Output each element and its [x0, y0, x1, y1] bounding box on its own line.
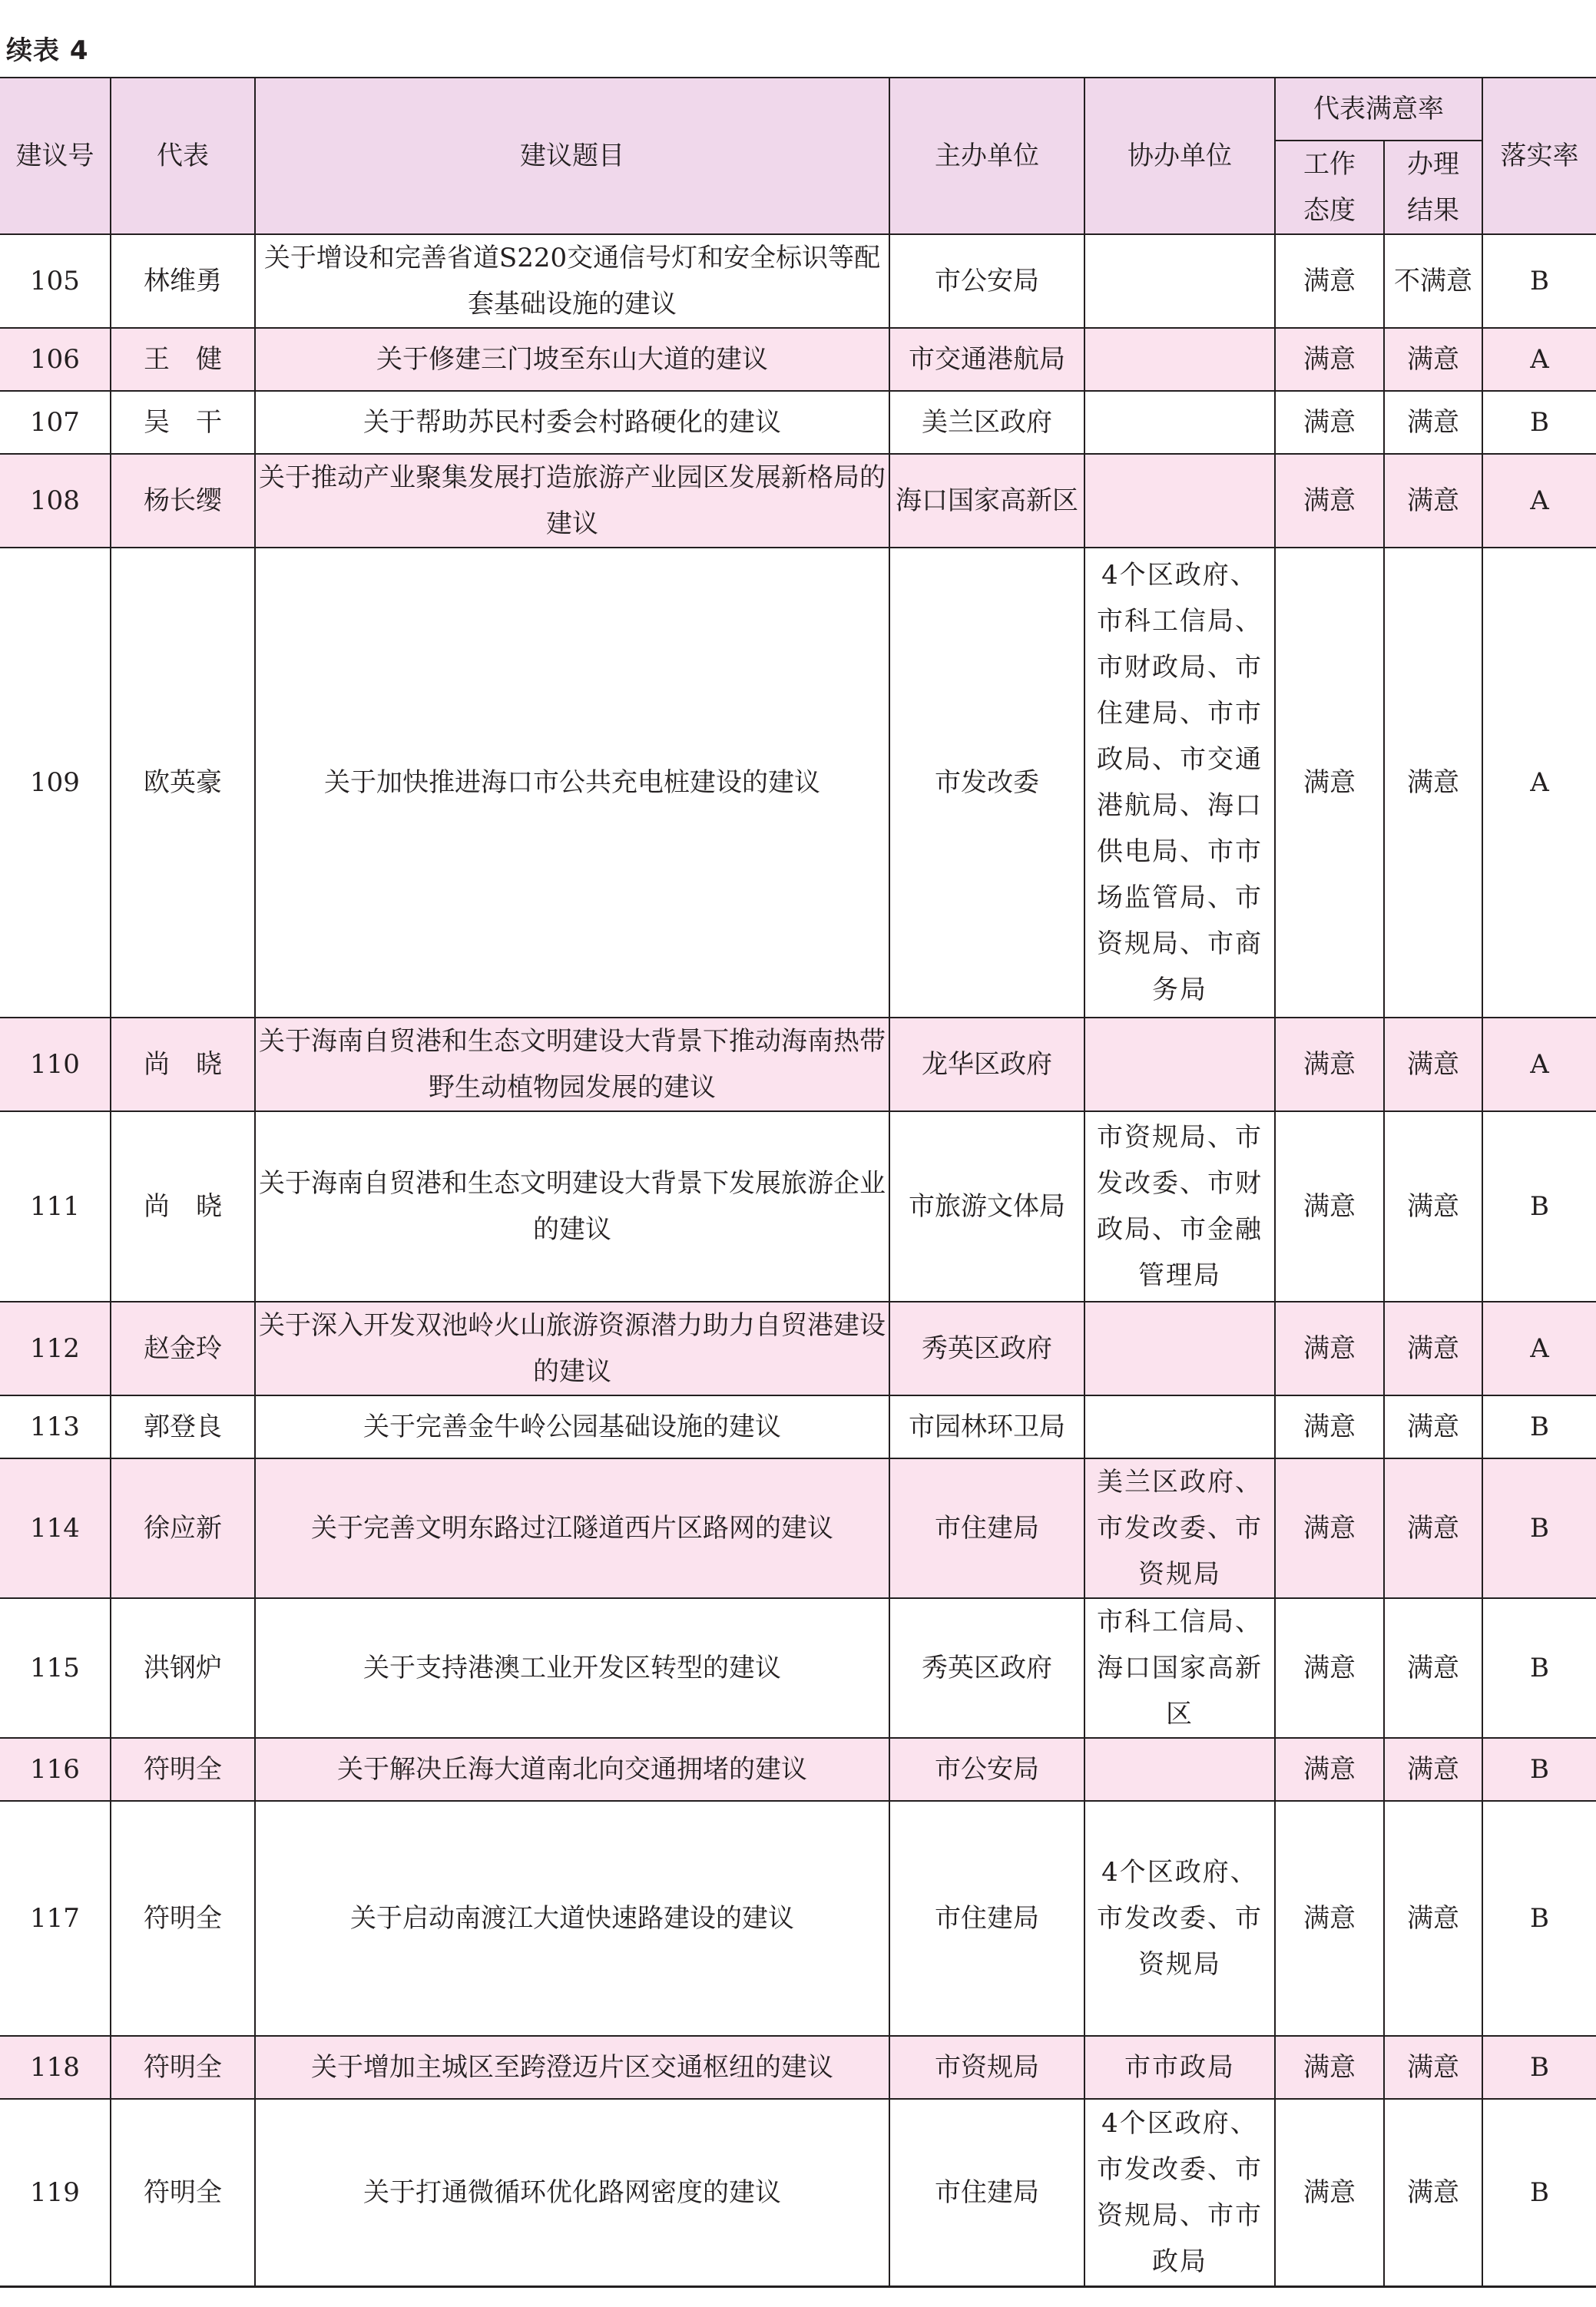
cell-rep: 符明全: [111, 1738, 255, 1801]
cell-result: 满意: [1384, 2099, 1482, 2286]
cell-cohost: 市市政局: [1084, 2036, 1275, 2099]
cell-no: 117: [0, 1801, 111, 2036]
cell-result: 满意: [1384, 454, 1482, 548]
cell-topic: 关于完善文明东路过江隧道西片区路网的建议: [255, 1458, 889, 1598]
cell-topic: 关于打通微循环优化路网密度的建议: [255, 2099, 889, 2286]
header-satisfaction: 代表满意率: [1275, 78, 1482, 141]
table-row: [0, 1302, 1596, 1395]
cell-implement-rate: B: [1482, 234, 1596, 328]
cell-rep: 赵金玲: [111, 1302, 255, 1395]
cell-result: 满意: [1384, 1801, 1482, 2036]
cell-result: 满意: [1384, 328, 1482, 391]
cell-attitude: 满意: [1275, 2099, 1384, 2286]
cell-implement-rate: A: [1482, 548, 1596, 1018]
cell-attitude: 满意: [1275, 1801, 1384, 2036]
cell-topic: 关于推动产业聚集发展打造旅游产业园区发展新格局的建议: [255, 454, 889, 548]
cell-topic: 关于启动南渡江大道快速路建设的建议: [255, 1801, 889, 2036]
cell-host: 秀英区政府: [889, 1598, 1084, 1738]
cell-host: 海口国家高新区: [889, 454, 1084, 548]
cell-attitude: 满意: [1275, 1598, 1384, 1738]
cell-implement-rate: A: [1482, 328, 1596, 391]
cell-rep: 徐应新: [111, 1458, 255, 1598]
cell-rep: 尚 晓: [111, 1018, 255, 1111]
cell-host: 市住建局: [889, 2099, 1084, 2286]
cell-topic: 关于修建三门坡至东山大道的建议: [255, 328, 889, 391]
cell-implement-rate: B: [1482, 1738, 1596, 1801]
cell-result: 满意: [1384, 1598, 1482, 1738]
cell-attitude: 满意: [1275, 328, 1384, 391]
cell-implement-rate: B: [1482, 1395, 1596, 1458]
cell-rep: 欧英豪: [111, 548, 255, 1018]
cell-cohost: [1084, 1018, 1275, 1111]
table-row: [0, 328, 1596, 391]
cell-cohost: 4个区政府、市发改委、市资规局、市市政局: [1084, 2099, 1275, 2286]
cell-topic: 关于解决丘海大道南北向交通拥堵的建议: [255, 1738, 889, 1801]
cell-no: 109: [0, 548, 111, 1018]
cell-implement-rate: A: [1482, 1302, 1596, 1395]
cell-attitude: 满意: [1275, 1458, 1384, 1598]
cell-implement-rate: B: [1482, 1111, 1596, 1302]
cell-host: 美兰区政府: [889, 391, 1084, 454]
cell-attitude: 满意: [1275, 2036, 1384, 2099]
cell-host: 市公安局: [889, 234, 1084, 328]
cell-cohost: 4个区政府、市发改委、市资规局: [1084, 1801, 1275, 2036]
cell-topic: 关于海南自贸港和生态文明建设大背景下推动海南热带野生动植物园发展的建议: [255, 1018, 889, 1111]
cell-no: 108: [0, 454, 111, 548]
cell-no: 107: [0, 391, 111, 454]
cell-cohost: 4个区政府、市科工信局、市财政局、市住建局、市市政局、市交通港航局、海口供电局、市市场监管局、市资规局、市商务局: [1084, 548, 1275, 1018]
cell-attitude: 满意: [1275, 1018, 1384, 1111]
cell-rep: 吴 干: [111, 391, 255, 454]
cell-result: 满意: [1384, 1111, 1482, 1302]
cell-result: 满意: [1384, 391, 1482, 454]
cell-attitude: 满意: [1275, 234, 1384, 328]
cell-result: 满意: [1384, 2036, 1482, 2099]
cell-topic: 关于增加主城区至跨澄迈片区交通枢纽的建议: [255, 2036, 889, 2099]
cell-no: 114: [0, 1458, 111, 1598]
cell-host: 市交通港航局: [889, 328, 1084, 391]
cell-result: 满意: [1384, 1738, 1482, 1801]
table-row: [0, 1598, 1596, 1738]
table-row: [0, 454, 1596, 548]
cell-implement-rate: B: [1482, 1801, 1596, 2036]
cell-implement-rate: B: [1482, 2099, 1596, 2286]
table-row: [0, 548, 1596, 1018]
table-caption: 续表 4: [6, 35, 89, 66]
table-row: [0, 1395, 1596, 1458]
cell-host: 龙华区政府: [889, 1018, 1084, 1111]
table-row: [0, 1111, 1596, 1302]
cell-topic: 关于帮助苏民村委会村路硬化的建议: [255, 391, 889, 454]
cell-implement-rate: B: [1482, 1598, 1596, 1738]
cell-no: 105: [0, 234, 111, 328]
cell-cohost: [1084, 328, 1275, 391]
cell-rep: 郭登良: [111, 1395, 255, 1458]
cell-topic: 关于支持港澳工业开发区转型的建议: [255, 1598, 889, 1738]
cell-rep: 符明全: [111, 1801, 255, 2036]
cell-host: 市住建局: [889, 1801, 1084, 2036]
cell-attitude: 满意: [1275, 1302, 1384, 1395]
cell-cohost: [1084, 1738, 1275, 1801]
cell-topic: 关于加快推进海口市公共充电桩建设的建议: [255, 548, 889, 1018]
header-attitude: 工作态度: [1275, 141, 1384, 234]
cell-implement-rate: B: [1482, 2036, 1596, 2099]
cell-rep: 尚 晓: [111, 1111, 255, 1302]
cell-attitude: 满意: [1275, 1111, 1384, 1302]
cell-no: 116: [0, 1738, 111, 1801]
cell-cohost: [1084, 234, 1275, 328]
table-row: [0, 2099, 1596, 2286]
cell-cohost: 市科工信局、海口国家高新区: [1084, 1598, 1275, 1738]
cell-implement-rate: B: [1482, 1458, 1596, 1598]
header-implement: 落实率: [1482, 78, 1596, 234]
cell-no: 112: [0, 1302, 111, 1395]
table-row: [0, 1458, 1596, 1598]
cell-cohost: [1084, 1395, 1275, 1458]
cell-implement-rate: A: [1482, 1018, 1596, 1111]
cell-no: 110: [0, 1018, 111, 1111]
cell-implement-rate: A: [1482, 454, 1596, 548]
cell-result: 满意: [1384, 1458, 1482, 1598]
table-row: [0, 2036, 1596, 2099]
cell-rep: 符明全: [111, 2099, 255, 2286]
cell-no: 111: [0, 1111, 111, 1302]
cell-result: 满意: [1384, 1018, 1482, 1111]
header-cohost: 协办单位: [1084, 78, 1275, 234]
cell-cohost: [1084, 1302, 1275, 1395]
cell-no: 118: [0, 2036, 111, 2099]
cell-attitude: 满意: [1275, 454, 1384, 548]
cell-host: 市园林环卫局: [889, 1395, 1084, 1458]
proposals-table: [0, 77, 1596, 2288]
cell-result: 满意: [1384, 1302, 1482, 1395]
cell-topic: 关于深入开发双池岭火山旅游资源潜力助力自贸港建设的建议: [255, 1302, 889, 1395]
cell-no: 113: [0, 1395, 111, 1458]
table-row: [0, 391, 1596, 454]
cell-result: 满意: [1384, 1395, 1482, 1458]
cell-no: 115: [0, 1598, 111, 1738]
cell-rep: 符明全: [111, 2036, 255, 2099]
cell-no: 106: [0, 328, 111, 391]
cell-host: 市发改委: [889, 548, 1084, 1018]
cell-host: 市住建局: [889, 1458, 1084, 1598]
cell-attitude: 满意: [1275, 1395, 1384, 1458]
cell-cohost: 市资规局、市发改委、市财政局、市金融管理局: [1084, 1111, 1275, 1302]
cell-rep: 王 健: [111, 328, 255, 391]
cell-host: 市资规局: [889, 2036, 1084, 2099]
header-host: 主办单位: [889, 78, 1084, 234]
header-rep: 代表: [111, 78, 255, 234]
cell-host: 市公安局: [889, 1738, 1084, 1801]
cell-cohost: 美兰区政府、市发改委、市资规局: [1084, 1458, 1275, 1598]
table-row: [0, 1801, 1596, 2036]
table-row: [0, 1738, 1596, 1801]
cell-host: 市旅游文体局: [889, 1111, 1084, 1302]
cell-host: 秀英区政府: [889, 1302, 1084, 1395]
table-row: [0, 234, 1596, 328]
table-row: [0, 1018, 1596, 1111]
cell-rep: 杨长缨: [111, 454, 255, 548]
cell-topic: 关于海南自贸港和生态文明建设大背景下发展旅游企业的建议: [255, 1111, 889, 1302]
header-topic: 建议题目: [255, 78, 889, 234]
cell-implement-rate: B: [1482, 391, 1596, 454]
cell-rep: 林维勇: [111, 234, 255, 328]
cell-topic: 关于完善金牛岭公园基础设施的建议: [255, 1395, 889, 1458]
cell-result: 满意: [1384, 548, 1482, 1018]
cell-attitude: 满意: [1275, 391, 1384, 454]
table-header: [0, 78, 1596, 234]
cell-cohost: [1084, 391, 1275, 454]
cell-topic: 关于增设和完善省道S220交通信号灯和安全标识等配套基础设施的建议: [255, 234, 889, 328]
header-result: 办理结果: [1384, 141, 1482, 234]
header-no: 建议号: [0, 78, 111, 234]
cell-cohost: [1084, 454, 1275, 548]
cell-result: 不满意: [1384, 234, 1482, 328]
cell-attitude: 满意: [1275, 548, 1384, 1018]
cell-no: 119: [0, 2099, 111, 2286]
cell-attitude: 满意: [1275, 1738, 1384, 1801]
table-body: [0, 234, 1596, 2286]
cell-rep: 洪钢炉: [111, 1598, 255, 1738]
